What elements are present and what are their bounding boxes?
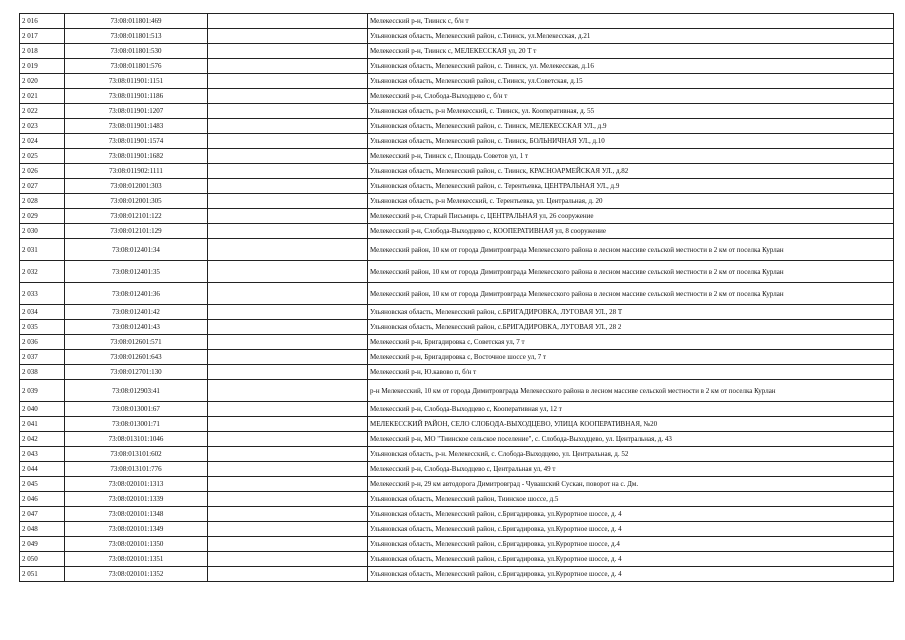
cadastral-number-cell: 73:08:012701:130 [65, 365, 208, 380]
address-cell: Мелекесский р-н, Бригадировка с, Советская ул, 7 т [368, 335, 894, 350]
row-number-cell: 2 027 [20, 179, 65, 194]
table-row [20, 149, 894, 164]
address-cell: Мелекесский р-н, Тиинск с, б/н т [368, 14, 894, 29]
address-cell: Мелекесский р-н, Слобода-Выходцево с, Кооперативная ул, 12 т [368, 402, 894, 417]
cadastral-number-cell: 73:08:012001:305 [65, 194, 208, 209]
cadastral-number-cell: 73:08:013101:1046 [65, 432, 208, 447]
row-number-cell: 2 030 [20, 224, 65, 239]
empty-cell [208, 209, 368, 224]
table-row [20, 283, 894, 305]
empty-cell [208, 350, 368, 365]
row-number-cell: 2 017 [20, 29, 65, 44]
row-number-cell: 2 036 [20, 335, 65, 350]
empty-cell [208, 14, 368, 29]
registry-table [19, 13, 894, 582]
table-row [20, 74, 894, 89]
empty-cell [208, 462, 368, 477]
cadastral-number-cell: 73:08:020101:1350 [65, 537, 208, 552]
table-row [20, 477, 894, 492]
cadastral-number-cell: 73:08:012601:643 [65, 350, 208, 365]
row-number-cell: 2 023 [20, 119, 65, 134]
table-row [20, 380, 894, 402]
table-row [20, 567, 894, 582]
cadastral-number-cell: 73:08:012401:42 [65, 305, 208, 320]
address-cell: Мелекесский р-н, Тиинск с, МЕЛЕКЕССКАЯ ул, 20 Т т [368, 44, 894, 59]
table-row [20, 402, 894, 417]
cadastral-number-cell: 73:08:011901:1574 [65, 134, 208, 149]
empty-cell [208, 567, 368, 582]
address-cell: Мелекесский р-н, Бригадировка с, Восточное шоссе ул, 7 т [368, 350, 894, 365]
cadastral-number-cell: 73:08:020101:1351 [65, 552, 208, 567]
table-row [20, 29, 894, 44]
table-row [20, 365, 894, 380]
row-number-cell: 2 029 [20, 209, 65, 224]
cadastral-number-cell: 73:08:012101:122 [65, 209, 208, 224]
table-row [20, 44, 894, 59]
registry-sheet [19, 13, 894, 582]
empty-cell [208, 522, 368, 537]
cadastral-number-cell: 73:08:020101:1339 [65, 492, 208, 507]
address-cell: Ульяновская область, Мелекесский район, с.Бригадировка, ул.Курортное шоссе, д.4 [368, 537, 894, 552]
row-number-cell: 2 022 [20, 104, 65, 119]
table-row [20, 335, 894, 350]
row-number-cell: 2 034 [20, 305, 65, 320]
cadastral-number-cell: 73:08:011901:1207 [65, 104, 208, 119]
table-row [20, 224, 894, 239]
empty-cell [208, 365, 368, 380]
table-row [20, 417, 894, 432]
row-number-cell: 2 019 [20, 59, 65, 74]
empty-cell [208, 335, 368, 350]
empty-cell [208, 149, 368, 164]
row-number-cell: 2 041 [20, 417, 65, 432]
row-number-cell: 2 038 [20, 365, 65, 380]
empty-cell [208, 305, 368, 320]
empty-cell [208, 74, 368, 89]
cadastral-number-cell: 73:08:011801:530 [65, 44, 208, 59]
empty-cell [208, 492, 368, 507]
row-number-cell: 2 035 [20, 320, 65, 335]
empty-cell [208, 194, 368, 209]
address-cell: Мелекесский р-н, 29 км автодорога Димитровград - Чувашский Сускан, поворот на с. Дм. [368, 477, 894, 492]
cadastral-number-cell: 73:08:011901:1682 [65, 149, 208, 164]
address-cell: Ульяновская область, Мелекесский район, с. Тиинск, БОЛЬНИЧНАЯ УЛ., д.10 [368, 134, 894, 149]
cadastral-number-cell: 73:08:011901:1483 [65, 119, 208, 134]
row-number-cell: 2 046 [20, 492, 65, 507]
row-number-cell: 2 016 [20, 14, 65, 29]
table-row [20, 552, 894, 567]
empty-cell [208, 104, 368, 119]
table-row [20, 164, 894, 179]
cadastral-number-cell: 73:08:011901:1186 [65, 89, 208, 104]
row-number-cell: 2 050 [20, 552, 65, 567]
cadastral-number-cell: 73:08:012903:41 [65, 380, 208, 402]
address-cell: Ульяновская область, Мелекесский район, с.БРИГАДИРОВКА, ЛУГОВАЯ УЛ., 28 2 [368, 320, 894, 335]
empty-cell [208, 552, 368, 567]
empty-cell [208, 59, 368, 74]
table-row [20, 305, 894, 320]
empty-cell [208, 261, 368, 283]
table-row [20, 507, 894, 522]
cadastral-number-cell: 73:08:020101:1352 [65, 567, 208, 582]
address-cell: Ульяновская область, р-н Мелекесский, с. Терентьевка, ул. Центральная, д. 20 [368, 194, 894, 209]
empty-cell [208, 432, 368, 447]
address-cell: Мелекесский р-н, Слобода-Выходцево с, б/н т [368, 89, 894, 104]
table-row [20, 447, 894, 462]
table-row [20, 350, 894, 365]
address-cell: Ульяновская область, р-н. Мелекесский, с. Слобода-Выходцево, ул. Центральная, д. 52 [368, 447, 894, 462]
address-cell: Ульяновская область, Мелекесский район, с.Тиинск, ул.Советская, д.15 [368, 74, 894, 89]
address-cell: Мелекесский р-н, Ю.кавово п, б/н т [368, 365, 894, 380]
empty-cell [208, 477, 368, 492]
address-cell: Ульяновская область, Мелекесский район, с.БРИГАДИРОВКА, ЛУГОВАЯ УЛ., 28 Т [368, 305, 894, 320]
cadastral-number-cell: 73:08:011902:1111 [65, 164, 208, 179]
empty-cell [208, 134, 368, 149]
row-number-cell: 2 025 [20, 149, 65, 164]
registry-table-body [20, 14, 894, 582]
row-number-cell: 2 020 [20, 74, 65, 89]
empty-cell [208, 119, 368, 134]
address-cell: Ульяновская область, Мелекесский район, с.Тиинск, ул.Мелекесская, д.21 [368, 29, 894, 44]
row-number-cell: 2 021 [20, 89, 65, 104]
empty-cell [208, 239, 368, 261]
address-cell: Ульяновская область, Мелекесский район, с. Тиинск, МЕЛЕКЕССКАЯ УЛ., д.9 [368, 119, 894, 134]
cadastral-number-cell: 73:08:013101:602 [65, 447, 208, 462]
row-number-cell: 2 047 [20, 507, 65, 522]
row-number-cell: 2 048 [20, 522, 65, 537]
table-row [20, 462, 894, 477]
empty-cell [208, 164, 368, 179]
address-cell: Ульяновская область, р-н Мелекесский, с. Тиинск, ул. Кооперативная, д. 55 [368, 104, 894, 119]
empty-cell [208, 417, 368, 432]
table-row [20, 522, 894, 537]
table-row [20, 194, 894, 209]
cadastral-number-cell: 73:08:013001:67 [65, 402, 208, 417]
empty-cell [208, 179, 368, 194]
address-cell: Мелекесский район, 10 км от города Димитровграда Мелекесского района в лесном массиве сельской местности в 2 км от поселка Курлан [368, 261, 894, 283]
cadastral-number-cell: 73:08:012601:571 [65, 335, 208, 350]
row-number-cell: 2 051 [20, 567, 65, 582]
cadastral-number-cell: 73:08:020101:1313 [65, 477, 208, 492]
cadastral-number-cell: 73:08:011901:1151 [65, 74, 208, 89]
empty-cell [208, 537, 368, 552]
row-number-cell: 2 018 [20, 44, 65, 59]
table-row [20, 179, 894, 194]
row-number-cell: 2 049 [20, 537, 65, 552]
table-row [20, 89, 894, 104]
table-row [20, 320, 894, 335]
table-row [20, 537, 894, 552]
empty-cell [208, 283, 368, 305]
cadastral-number-cell: 73:08:012401:36 [65, 283, 208, 305]
row-number-cell: 2 033 [20, 283, 65, 305]
address-cell: Ульяновская область, Мелекесский район, с. Тиинск, ул. Мелекесская, д.16 [368, 59, 894, 74]
empty-cell [208, 29, 368, 44]
row-number-cell: 2 045 [20, 477, 65, 492]
cadastral-number-cell: 73:08:011801:469 [65, 14, 208, 29]
empty-cell [208, 507, 368, 522]
row-number-cell: 2 043 [20, 447, 65, 462]
cadastral-number-cell: 73:08:020101:1348 [65, 507, 208, 522]
address-cell: Мелекесский район, 10 км от города Димитровграда Мелекесского района в лесном массиве сельской местности в 2 км от поселка Курлан [368, 283, 894, 305]
row-number-cell: 2 044 [20, 462, 65, 477]
empty-cell [208, 380, 368, 402]
empty-cell [208, 224, 368, 239]
cadastral-number-cell: 73:08:020101:1349 [65, 522, 208, 537]
cadastral-number-cell: 73:08:011801:576 [65, 59, 208, 74]
cadastral-number-cell: 73:08:012401:43 [65, 320, 208, 335]
empty-cell [208, 320, 368, 335]
cadastral-number-cell: 73:08:012401:34 [65, 239, 208, 261]
row-number-cell: 2 024 [20, 134, 65, 149]
empty-cell [208, 447, 368, 462]
address-cell: Мелекесский р-н, Слобода-Выходцево с, Центральная ул, 49 т [368, 462, 894, 477]
row-number-cell: 2 031 [20, 239, 65, 261]
empty-cell [208, 44, 368, 59]
address-cell: Мелекесский р-н, Старый Письмирь с, ЦЕНТРАЛЬНАЯ ул, 26 сооружение [368, 209, 894, 224]
address-cell: Ульяновская область, Мелекесский район, с. Терентьевка, ЦЕНТРАЛЬНАЯ УЛ., д.9 [368, 179, 894, 194]
address-cell: МЕЛЕКЕССКИЙ РАЙОН, СЕЛО СЛОБОДА-ВЫХОДЦЕВО, УЛИЦА КООПЕРАТИВНАЯ, №20 [368, 417, 894, 432]
table-row [20, 59, 894, 74]
table-row [20, 239, 894, 261]
address-cell: Ульяновская область, Мелекесский район, с.Бригадировка, ул.Курортное шоссе, д. 4 [368, 567, 894, 582]
address-cell: Мелекесский район, 10 км от города Димитровграда Мелекесского района в лесном массиве сельской местности в 2 км от поселка Курлан [368, 239, 894, 261]
table-row [20, 104, 894, 119]
row-number-cell: 2 028 [20, 194, 65, 209]
cadastral-number-cell: 73:08:011801:513 [65, 29, 208, 44]
table-row [20, 492, 894, 507]
cadastral-number-cell: 73:08:012101:129 [65, 224, 208, 239]
cadastral-number-cell: 73:08:013001:71 [65, 417, 208, 432]
address-cell: Ульяновская область, Мелекесский район, Тиинское шоссе, д.5 [368, 492, 894, 507]
row-number-cell: 2 042 [20, 432, 65, 447]
empty-cell [208, 402, 368, 417]
cadastral-number-cell: 73:08:012401:35 [65, 261, 208, 283]
table-row [20, 261, 894, 283]
address-cell: Ульяновская область, Мелекесский район, с.Бригадировка, ул.Курортное шоссе, д. 4 [368, 507, 894, 522]
empty-cell [208, 89, 368, 104]
row-number-cell: 2 040 [20, 402, 65, 417]
address-cell: Ульяновская область, Мелекесский район, с.Бригадировка, ул.Курортное шоссе, д. 4 [368, 552, 894, 567]
cadastral-number-cell: 73:08:012001:303 [65, 179, 208, 194]
row-number-cell: 2 037 [20, 350, 65, 365]
table-row [20, 119, 894, 134]
table-row [20, 14, 894, 29]
row-number-cell: 2 039 [20, 380, 65, 402]
address-cell: Ульяновская область, Мелекесский район, с.Бригадировка, ул.Курортное шоссе, д. 4 [368, 522, 894, 537]
table-row [20, 432, 894, 447]
address-cell: р-н Мелекесский, 10 км от города Димитровграда Мелекесского района в лесном массиве сельской местности в 2 км от поселка Курлан [368, 380, 894, 402]
row-number-cell: 2 026 [20, 164, 65, 179]
table-row [20, 209, 894, 224]
address-cell: Мелекесский р-н, Тиинск с, Площадь Советов ул, 1 т [368, 149, 894, 164]
row-number-cell: 2 032 [20, 261, 65, 283]
address-cell: Ульяновская область, Мелекесский район, с. Тиинск, КРАСНОАРМЕЙСКАЯ УЛ., д.82 [368, 164, 894, 179]
address-cell: Мелекесский р-н, МО "Тиинское сельское поселение", с. Слобода-Выходцево, ул. Центральная, д. 43 [368, 432, 894, 447]
cadastral-number-cell: 73:08:013101:776 [65, 462, 208, 477]
table-row [20, 134, 894, 149]
address-cell: Мелекесский р-н, Слобода-Выходцево с, КООПЕРАТИВНАЯ ул, 8 сооружение [368, 224, 894, 239]
